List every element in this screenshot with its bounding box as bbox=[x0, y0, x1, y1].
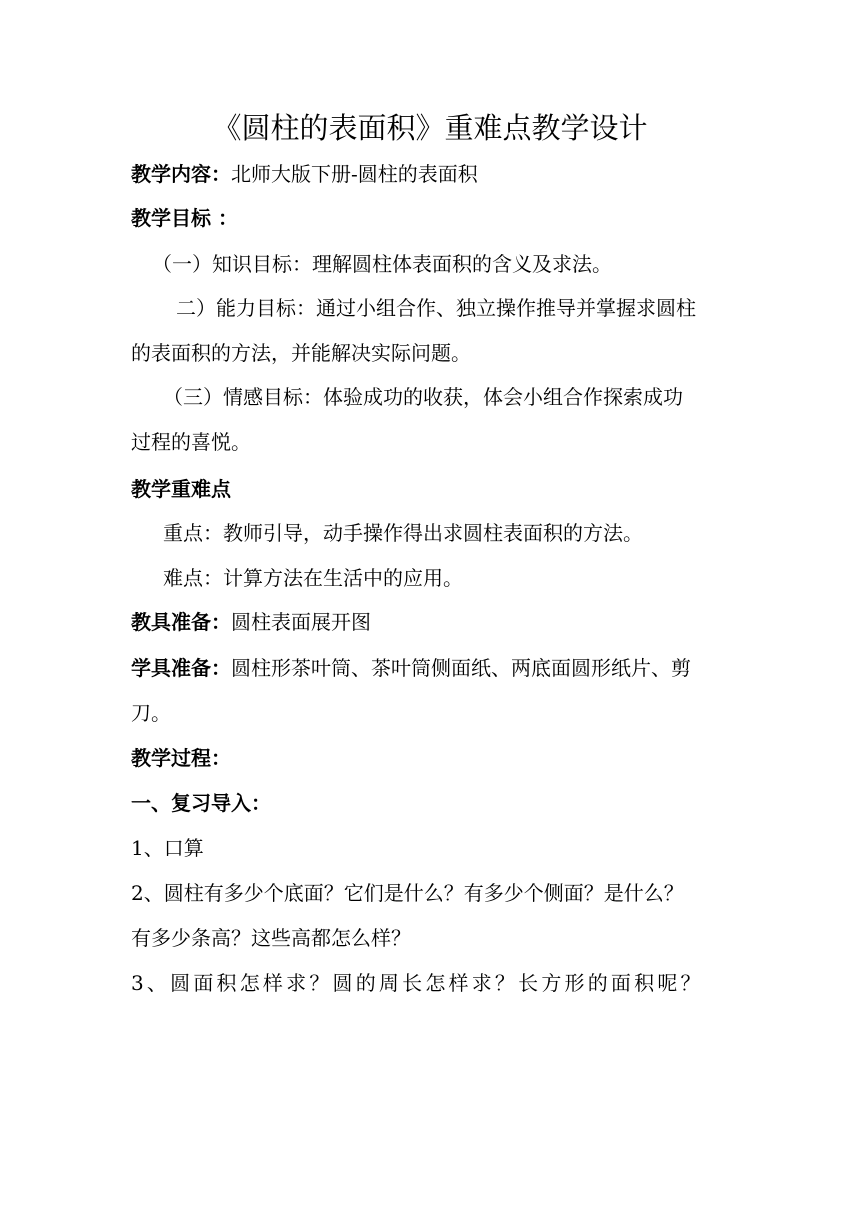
document-title: 《圆柱的表面积》重难点教学设计 bbox=[212, 111, 648, 145]
section-review-heading: 一、复习导入： bbox=[131, 791, 271, 815]
process-label: 教学过程： bbox=[131, 746, 231, 770]
teaching-content-line bbox=[131, 162, 731, 186]
student-tools-value: 圆柱形茶叶筒、茶叶筒侧面纸、两底面圆形纸片、剪 bbox=[231, 656, 691, 680]
student-tools-line bbox=[131, 656, 731, 680]
teacher-tools-line bbox=[131, 610, 731, 634]
process-item-2-line1: 2、圆柱有多少个底面？它们是什么？有多少个侧面？是什么？ bbox=[131, 881, 684, 905]
knowledge-objective: （一）知识目标：理解圆柱体表面积的含义及求法。 bbox=[152, 252, 612, 276]
key-point-focus: 重点：教师引导，动手操作得出求圆柱表面积的方法。 bbox=[163, 521, 643, 545]
ability-objective-line1: 二）能力目标：通过小组合作、独立操作推导并掌握求圆柱 bbox=[176, 296, 696, 320]
key-points-label: 教学重难点 bbox=[131, 477, 231, 501]
teaching-objectives-label: 教学目标 ： bbox=[131, 206, 238, 230]
teaching-content-label: 教学内容： bbox=[131, 162, 231, 186]
key-point-difficulty: 难点：计算方法在生活中的应用。 bbox=[163, 566, 463, 590]
teacher-tools-label: 教具准备： bbox=[131, 610, 231, 634]
teacher-tools-value: 圆柱表面展开图 bbox=[231, 610, 371, 634]
student-tools-line2: 刀。 bbox=[131, 701, 171, 725]
process-item-3: 3、圆面积怎样求？圆的周长怎样求？长方形的面积呢？ bbox=[131, 971, 704, 995]
teaching-content-value: 北师大版下册-圆柱的表面积 bbox=[231, 162, 478, 186]
emotion-objective-line1: （三）情感目标：体验成功的收获，体会小组合作探索成功 bbox=[163, 385, 683, 409]
process-item-2-line2: 有多少条高？这些高都怎么样？ bbox=[131, 926, 411, 950]
ability-objective-line2: 的表面积的方法，并能解决实际问题。 bbox=[131, 341, 471, 365]
process-item-1: 1、口算 bbox=[131, 836, 204, 860]
student-tools-label: 学具准备： bbox=[131, 656, 231, 680]
emotion-objective-line2: 过程的喜悦。 bbox=[131, 430, 251, 454]
